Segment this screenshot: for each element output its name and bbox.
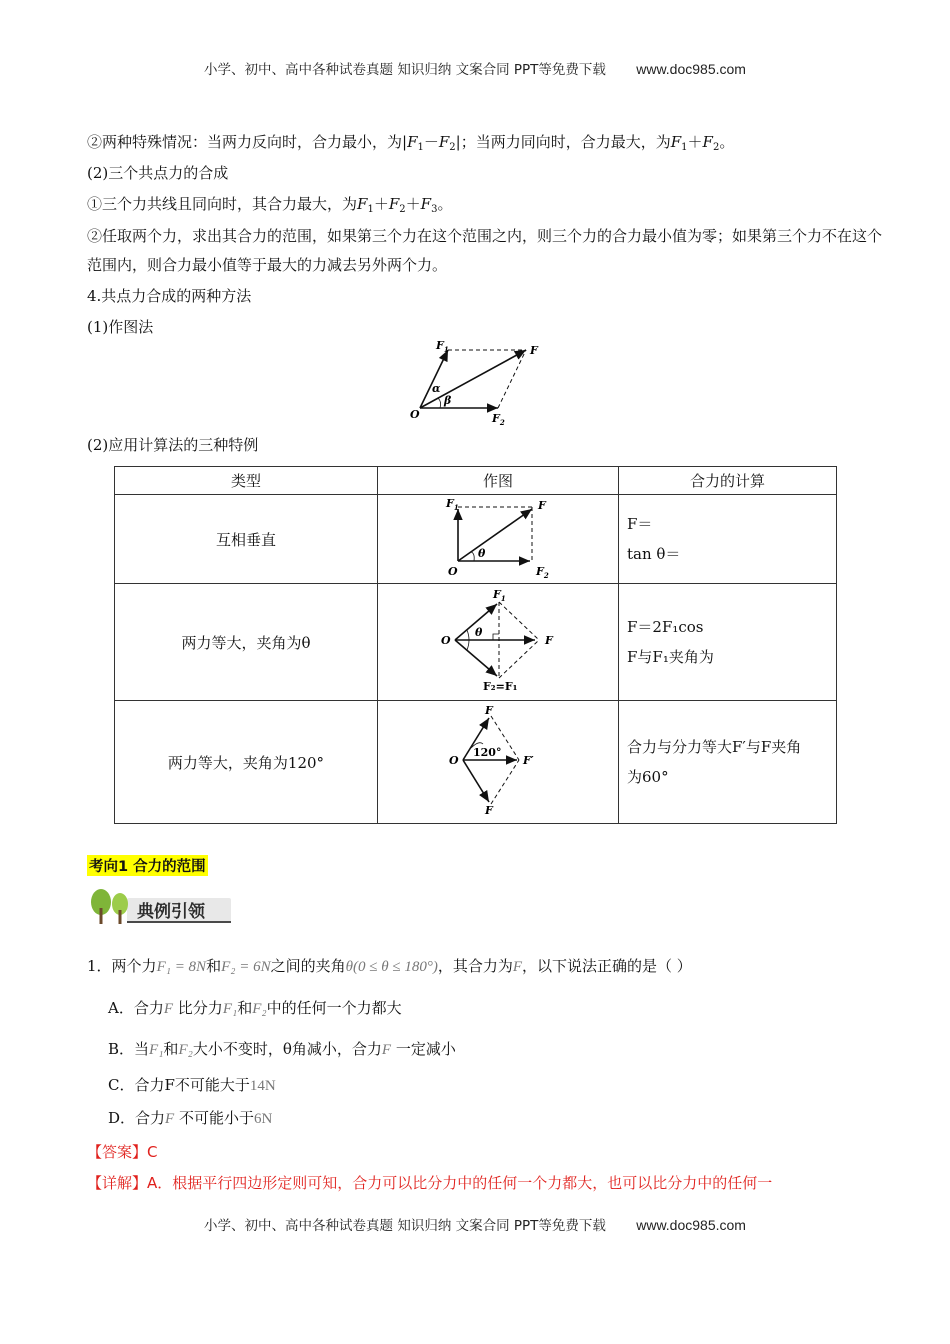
vector-f [420, 350, 526, 408]
svg-text:典例引领: 典例引领 [137, 902, 205, 922]
svg-text:F: F [530, 344, 538, 357]
table-header-row [115, 467, 837, 495]
row-type: 互相垂直 [115, 495, 378, 584]
paragraph-calc-method: (2)应用计算法的三种特例 [87, 436, 259, 454]
svg-text:β: β [444, 394, 452, 407]
col-figure: 作图 [378, 467, 619, 495]
row-figure [378, 584, 619, 701]
svg-text:F2: $F_2$ [536, 565, 549, 579]
option-b[interactable]: B．当F₁和F₂大小不变时，θ角减小，合力F 一定减小 [108, 1040, 456, 1058]
col-type: 类型 [115, 467, 378, 495]
dashed-right [498, 350, 526, 408]
svg-text:F: F [485, 804, 493, 816]
svg-text:O: O [448, 565, 458, 578]
header-site[interactable]: www.doc985.com [636, 61, 746, 77]
paragraph-methods: 4.共点力合成的两种方法 [87, 287, 252, 305]
svg-text:120°: 120° [473, 746, 502, 759]
row-calc: 合力与分力等大F′与F夹角 为60° [619, 701, 837, 824]
paragraph-graphic-method: (1)作图法 [87, 318, 154, 336]
row-calc: F＝2F₁cos F与F₁夹角为 [619, 584, 837, 701]
page-header [0, 58, 950, 78]
svg-text:F1: $F_1$ [436, 339, 449, 354]
detail-line: 【详解】A．根据平行四边形定则可知，合力可以比分力中的任何一个力都大，也可以比分力中的任何一 [87, 1174, 773, 1192]
example-banner [87, 888, 233, 932]
paragraph-three-forces: (2)三个共点力的合成 [87, 164, 229, 182]
svg-text:θ: θ [478, 547, 486, 560]
answer-line: 【答案】C [87, 1143, 158, 1161]
svg-text:O: O [410, 408, 420, 421]
header-text: 小学、初中、高中各种试卷真题 知识归纳 文案合同 PPT等免费下载 [204, 62, 606, 78]
120-degree-diagram [423, 704, 573, 816]
footer-text: 小学、初中、高中各种试卷真题 知识归纳 文案合同 PPT等免费下载 [204, 1218, 606, 1234]
table-row [115, 584, 837, 701]
paragraph-special-cases: ②两种特殊情况：当两力反向时，合力最小，为$|F_1-F_2|$；当两力同向时，合力最大，为$F_1+F_2$。 [87, 133, 735, 153]
parallelogram-diagram [400, 336, 560, 428]
svg-text:O: O [441, 634, 451, 647]
option-a[interactable]: A．合力F 比分力F₁和F₂中的任何一个力都大 [108, 999, 402, 1017]
svg-text:F1: $F_1$ [493, 588, 506, 603]
svg-text:F₂=F₁: F₂=F₁ [483, 680, 518, 692]
row-type: 两力等大，夹角为120° [115, 701, 378, 824]
svg-text:α: α [432, 382, 441, 395]
svg-text:F: F [545, 634, 553, 647]
svg-text:O: O [449, 754, 459, 767]
svg-text:F2: $F_2$ [492, 412, 505, 427]
table-row [115, 495, 837, 584]
option-d[interactable]: D．合力F 不可能小于6N [108, 1109, 273, 1127]
special-cases-table [114, 466, 837, 824]
paragraph-min-value: ②任取两个力，求出其合力的范围，如果第三个力在这个范围之内，则三个力的合力最小值为零；如果第三个力不在这个范围内，则合力最小值等于最大的力减去另外两个力。 [87, 227, 883, 274]
question-stem: 1．两个力F₁ = 8N和F₂ = 6N之间的夹角θ(0 ≤ θ ≤ 180°)，其合力为F，以下说法正确的是（ ） [87, 957, 692, 975]
col-calc: 合力的计算 [619, 467, 837, 495]
svg-text:θ: θ [475, 626, 483, 639]
row-figure [378, 495, 619, 584]
tree-banner-icon [87, 888, 233, 928]
table-row [115, 701, 837, 824]
page-footer [0, 1214, 950, 1234]
svg-text:F1: $F_1$ [446, 497, 459, 512]
footer-site[interactable]: www.doc985.com [636, 1217, 746, 1233]
svg-text:F: F [485, 704, 493, 717]
svg-text:F: F [538, 499, 546, 512]
paragraph-collinear: ①三个力共线且同向时，其合力最大，为$F_1+F_2+F_3$。 [87, 195, 453, 215]
perpendicular-diagram [428, 495, 568, 579]
row-type: 两力等大，夹角为θ [115, 584, 378, 701]
section-highlight: 考向1 合力的范围 [87, 855, 208, 876]
option-c[interactable]: C．合力F不可能大于14N [108, 1076, 276, 1094]
rhombus-diagram [423, 588, 573, 692]
svg-text:F′: F′ [523, 754, 534, 767]
row-figure [378, 701, 619, 824]
row-calc: F＝ tan θ＝ [619, 495, 837, 584]
